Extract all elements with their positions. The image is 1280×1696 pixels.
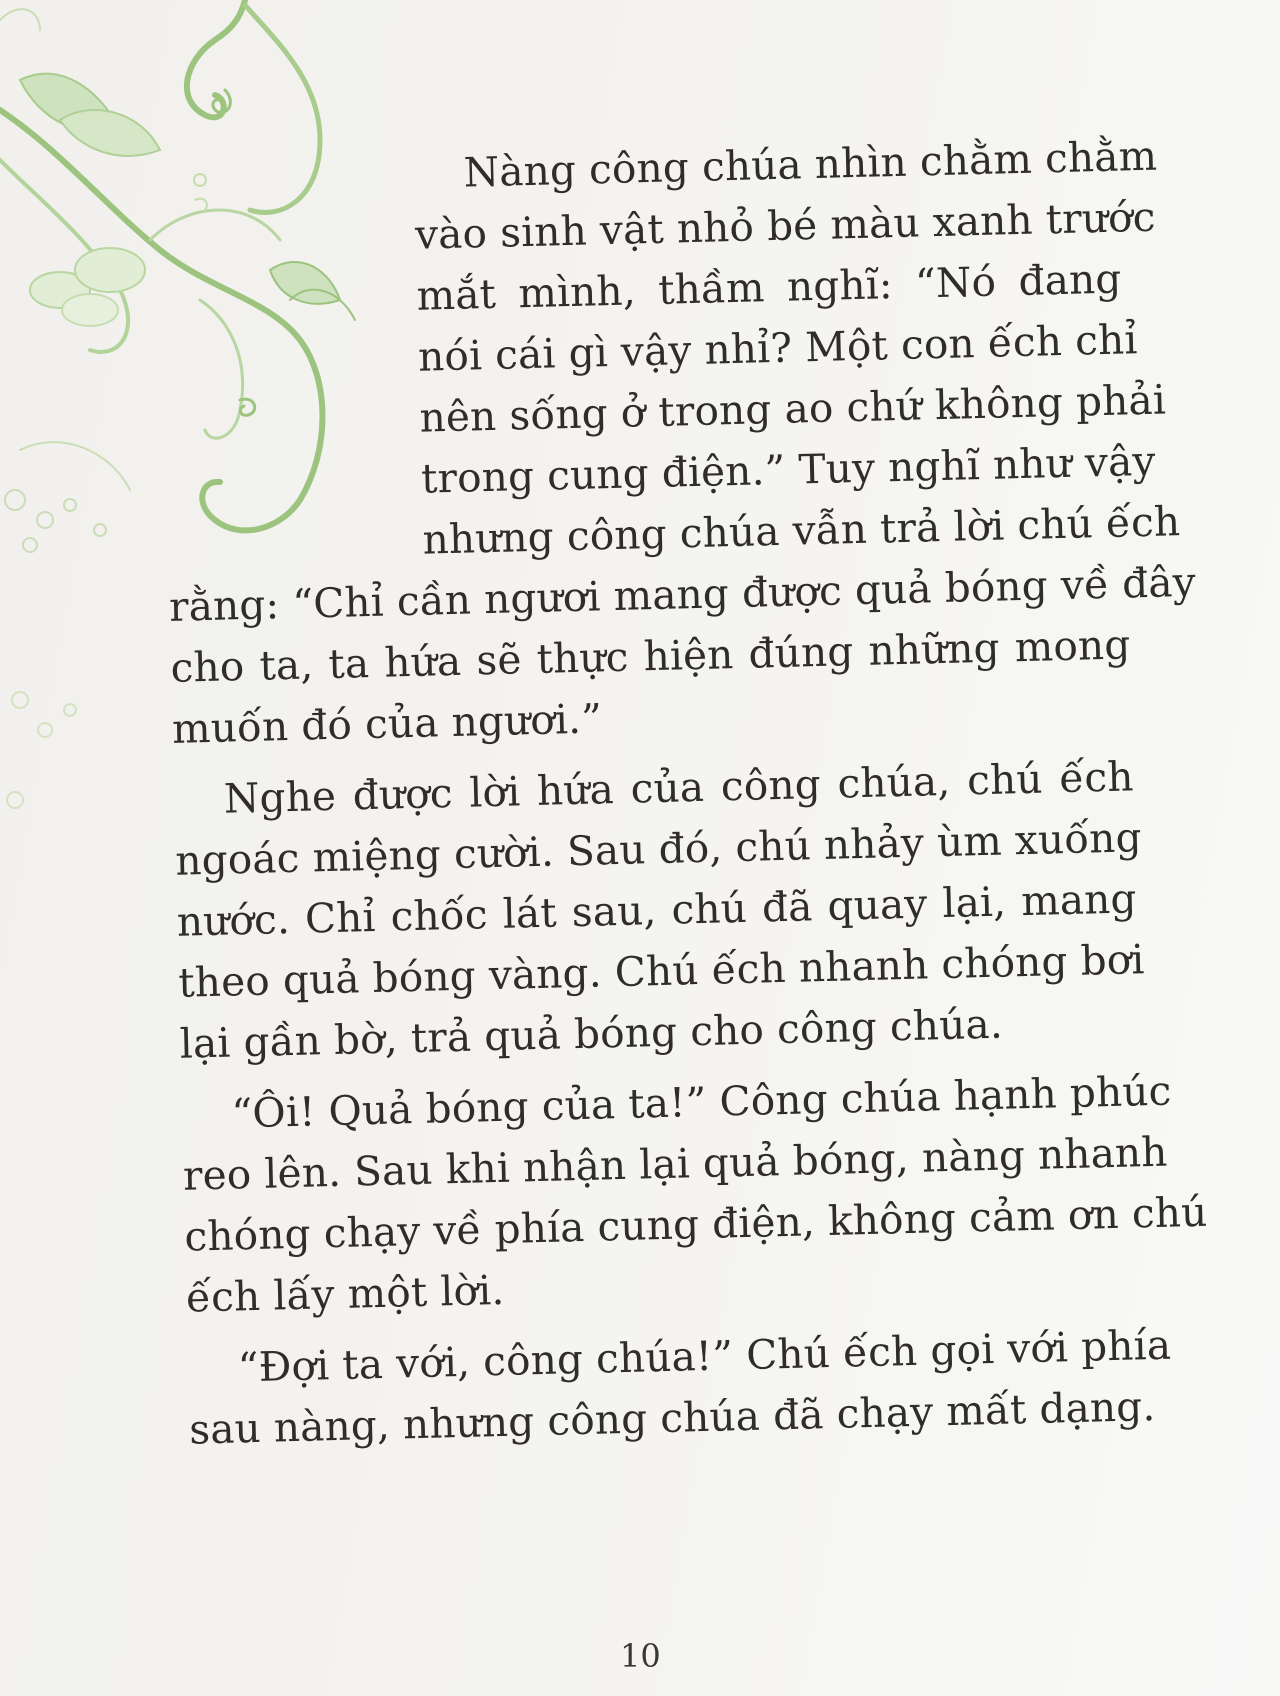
text-line: nên sống ở trong ao chứ không phải xyxy=(419,375,1167,442)
paragraph-2 xyxy=(173,746,1146,1074)
text-line: theo quả bóng vàng. Chú ếch nhanh chóng bơi xyxy=(177,935,1146,1007)
page-number: 10 xyxy=(620,1637,661,1675)
text-line: nói cái gì vậy nhỉ? Một con ếch chỉ xyxy=(417,315,1138,381)
text-line: rằng: “Chỉ cần ngươi mang được quả bóng về đây xyxy=(168,557,1197,631)
text-line: “Ôi! Quả bóng của ta!” Công chúa hạnh phúc xyxy=(230,1066,1173,1138)
text-line: cho ta, ta hứa sẽ thực hiện đúng những mong xyxy=(170,620,1131,692)
paragraph-4 xyxy=(187,1315,1172,1460)
text-line: nước. Chỉ chốc lát sau, chú đã quay lại, mang xyxy=(176,874,1138,946)
story-text xyxy=(158,127,1208,1471)
text-line: ếch lấy một lời. xyxy=(185,1265,505,1322)
text-line: muốn đó của ngươi.” xyxy=(171,694,603,753)
text-line: “Đợi ta với, công chúa!” Chú ếch gọi với phía xyxy=(237,1320,1172,1392)
text-line: nhưng công chúa vẫn trả lời chú ếch xyxy=(422,497,1181,564)
text-line: trong cung điện.” Tuy nghĩ như vậy xyxy=(420,436,1157,503)
text-line: lại gần bờ, trả quả bóng cho công chúa. xyxy=(179,999,1004,1068)
text-line: ngoác miệng cười. Sau đó, chú nhảy ùm xuống xyxy=(174,813,1143,885)
text-line: Nghe được lời hứa của công chúa, chú ếch xyxy=(223,752,1135,823)
text-line: mắt mình, thầm nghĩ: “Nó đang xyxy=(416,254,1123,320)
text-line: vào sinh vật nhỏ bé màu xanh trước xyxy=(414,192,1157,259)
paragraph-1 xyxy=(158,127,1197,760)
text-line: Nàng công chúa nhìn chằm chằm xyxy=(463,131,1158,197)
paragraph-3 xyxy=(181,1061,1208,1328)
text-line: chóng chạy về phía cung điện, không cảm ơn chú xyxy=(183,1187,1208,1261)
text-line: reo lên. Sau khi nhận lại quả bóng, nàng nhanh xyxy=(182,1127,1169,1200)
text-line: sau nàng, nhưng công chúa đã chạy mất dạng. xyxy=(188,1382,1156,1454)
